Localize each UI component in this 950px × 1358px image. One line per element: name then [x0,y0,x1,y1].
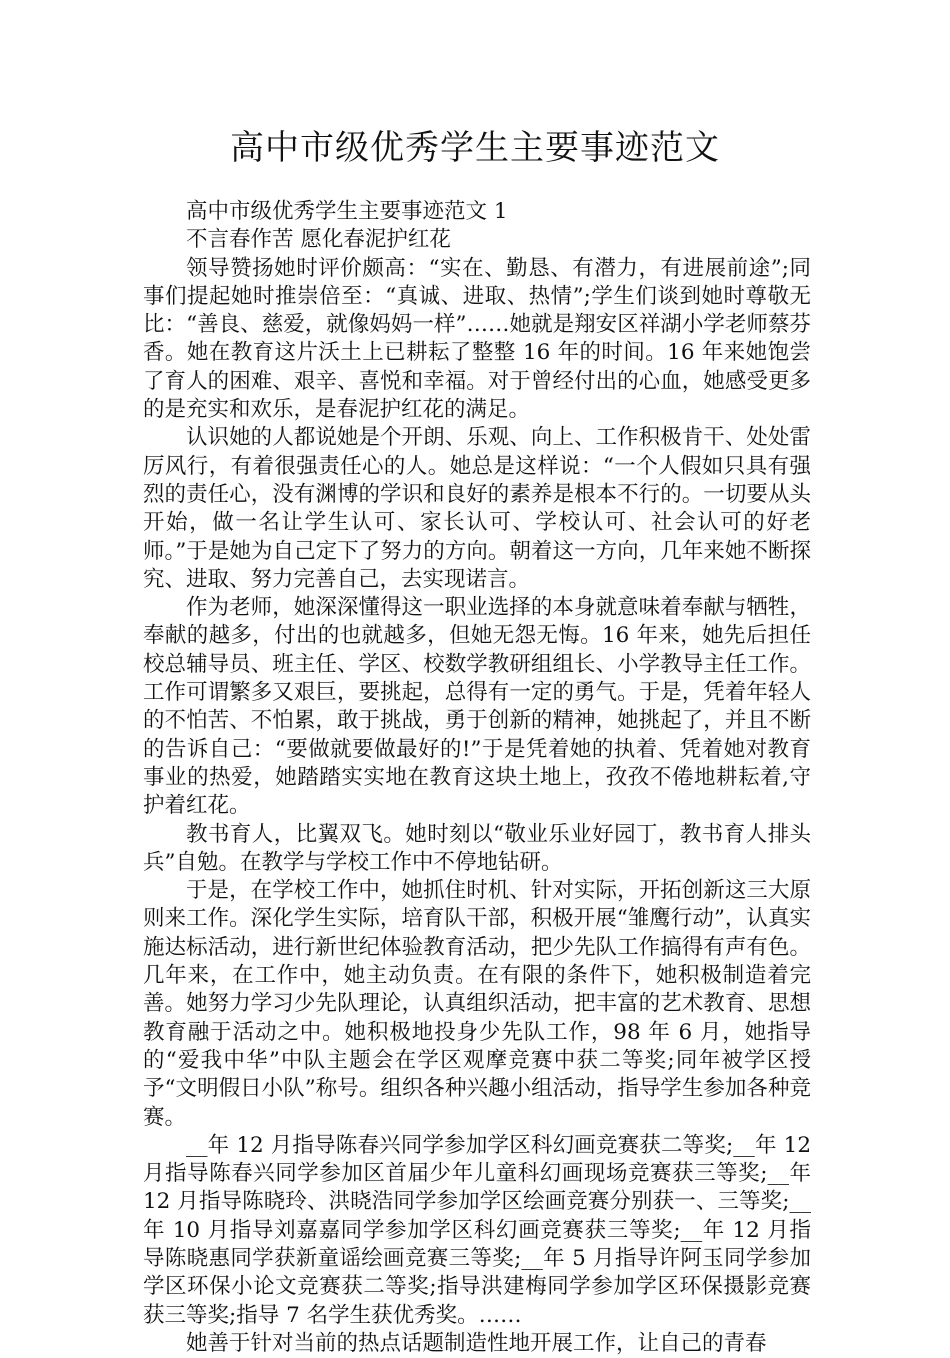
section-heading: 不言春作苦 愿化春泥护红花 [186,227,451,253]
document-subtitle: 高中市级优秀学生主要事迹范文 1 [186,199,508,224]
paragraph: 认识她的人都说她是个开朗、乐观、向上、工作积极肯干、处处雷厉风行，有着很强责任心的人。她总是这样说：“一个人假如只具有强烈的责任心，没有渊博的学识和良好的素养是根本不行的。一切要从头开始，做一名让学生认可、家长认可、学校认可、社会认可的好老师。”于是她为自己定下了努力的方向。朝着这一方向，几年来她不断探究、进取、努力完善自己，去实现诺言。 [143,425,811,592]
paragraph: 领导赞扬她时评价颇高：“实在、勤恳、有潜力，有进展前途”;同事们提起她时推崇倍至：“真诚、进取、热情”;学生们谈到她时尊敬无比：“善良、慈爱，就像妈妈一样”……她就是翔安区祥湖小学老师蔡芬香。她在教育这片沃土上已耕耘了整整 16 年的时间。16 年来她饱尝了育人的困难、艰辛、喜悦和幸福。对于曾经付出的心血，她感受更多的是充实和欢乐，是春泥护红花的满足。 [143,255,811,423]
paragraph: 作为老师，她深深懂得这一职业选择的本身就意味着奉献与牺牲，奉献的越多，付出的也就越多，但她无怨无悔。16 年来，她先后担任校总辅导员、班主任、学区、校数学教研组组长、小学教导主任工作。工作可谓繁多又艰巨，要挑起，总得有一定的勇气。于是，凭着年轻人的不怕苦、不怕累，敢于挑战，勇于创新的精神，她挑起了，并且不断的告诉自己：“要做就要做最好的!”于是凭着她的执着、凭着她对教育事业的热爱，她踏踏实实地在教育这块土地上，孜孜不倦地耕耘着,守护着红花。 [143,595,811,819]
paragraph: __年 12 月指导陈春兴同学参加学区科幻画竞赛获二等奖;__年 12 月指导陈春兴同学参加区首届少年儿童科幻画现场竞赛获三等奖;__年 12 月指导陈晓玲、洪晓浩同学参加学区绘画竞赛分别获一、三等奖;__年 10 月指导刘嘉嘉同学参加学区科幻画竞赛获三等奖;__年 12 月指导陈晓惠同学获新童谣绘画竞赛三等奖;__年 5 月指导许阿玉同学参加学区环保小论文竞赛获二等奖;指导洪建梅同学参加学区环保摄影竞赛获三等奖;指导 7 名学生获优秀奖。…… [143,1132,811,1328]
paragraph: 她善于针对当前的热点话题制造性地开展工作，让自己的青春 [186,1330,767,1356]
document-title: 高中市级优秀学生主要事迹范文 [230,128,720,168]
paragraph: 教书育人，比翼双飞。她时刻以“敬业乐业好园丁，教书育人排头兵”自勉。在教学与学校工作中不停地钻研。 [143,821,811,875]
paragraph: 于是，在学校工作中，她抓住时机、针对实际，开拓创新这三大原则来工作。深化学生实际，培育队干部，积极开展“雏鹰行动”，认真实施达标活动，进行新世纪体验教育活动，把少先队工作搞得有声有色。几年来，在工作中，她主动负责。在有限的条件下，她积极制造着完善。她努力学习少先队理论，认真组织活动，把丰富的艺术教育、思想教育融于活动之中。她积极地投身少先队工作，98 年 6 月，她指导的“爱我中华”中队主题会在学区观摩竞赛中获二等奖;同年被学区授予“文明假日小队”称号。组织各种兴趣小组活动，指导学生参加各种竞赛。 [143,878,811,1130]
document-body [143,198,811,1358]
